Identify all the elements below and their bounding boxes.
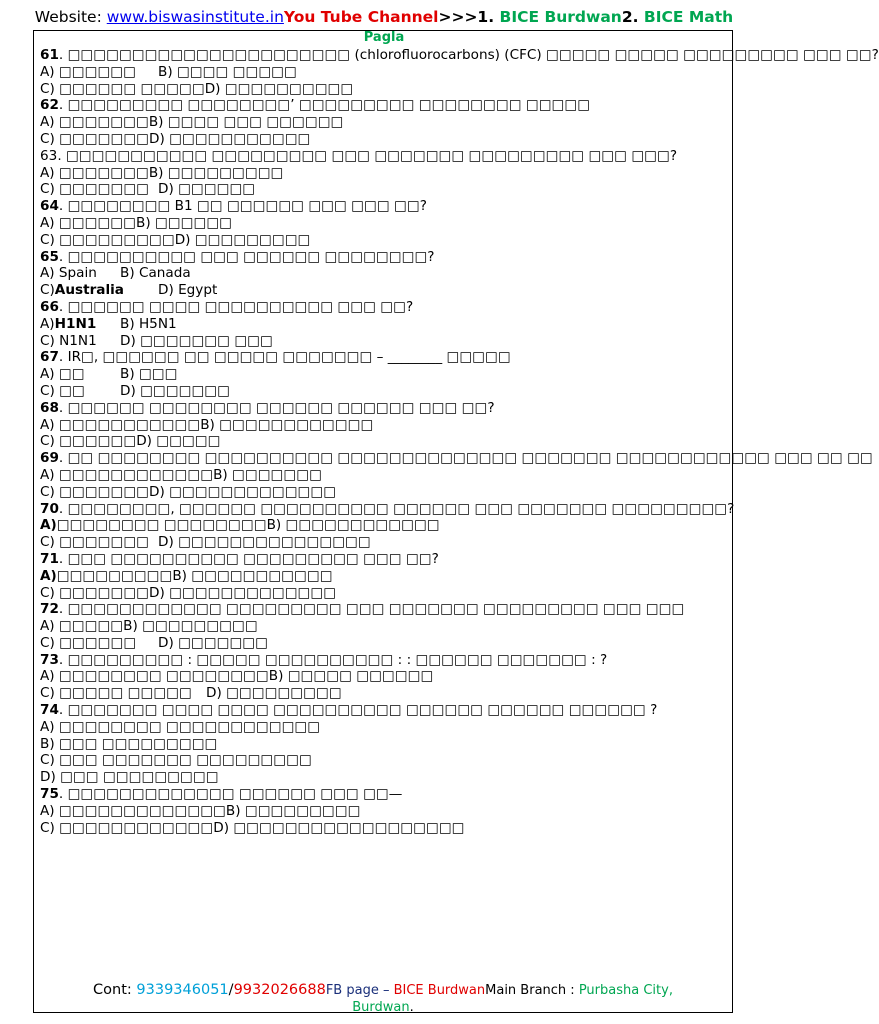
question-number: 66	[40, 298, 59, 315]
question-number: 73	[40, 651, 59, 668]
answer-option: D) □□□□□□□□□	[174, 231, 311, 248]
fb-label: FB page –	[325, 983, 394, 998]
question-number: 61	[40, 47, 59, 63]
answer-option: C) □□□□□□□□□	[40, 231, 175, 248]
option-row	[40, 769, 730, 786]
answer-option: A) □□□□□□	[40, 214, 136, 231]
website-label: Website:	[34, 8, 107, 26]
answer-option: B) □□□□□ □□□□□□	[268, 668, 434, 685]
question-62	[40, 97, 730, 114]
option-row	[40, 181, 730, 198]
question-67	[40, 349, 730, 366]
answer-option: B) □□□	[120, 366, 178, 383]
question-68	[40, 400, 730, 417]
answer-option: B) □□□ □□□□□□□□□	[40, 735, 218, 752]
question-61	[40, 47, 879, 64]
answer-option: D) □□□□□	[136, 433, 221, 450]
answer-option	[40, 517, 267, 534]
option-row	[40, 803, 730, 820]
question-74	[40, 702, 730, 719]
answer-option: A) Spain	[40, 265, 97, 282]
answer-option: B) H5N1	[120, 315, 177, 332]
channel-2: BICE Math	[643, 8, 734, 26]
option-row	[40, 232, 730, 249]
answer-option	[40, 568, 172, 585]
question-66	[40, 299, 730, 316]
question-text: . □□□□□□□□□ : □□□□□ □□□□□□□□□□ : : □□□□□□ □□□□□□□ : ?	[58, 651, 608, 668]
option-text: □□□□□□□□ □□□□□□□□	[56, 517, 267, 534]
branch-label: Main Branch :	[485, 983, 579, 998]
question-72	[40, 601, 730, 618]
answer-option: C) □□□ □□□□□□□ □□□□□□□□□	[40, 752, 312, 769]
answer-option: D) □□□□□□□□□□□□□	[149, 584, 337, 601]
answer-option: C) □□□□□□	[40, 634, 137, 651]
header-arrows: >>>1.	[438, 8, 500, 26]
answer-option: C) □□□□□□	[40, 433, 137, 450]
question-69	[40, 450, 873, 467]
option-row	[40, 433, 730, 450]
question-text: . □□□□□□ □□□□□□□□ □□□□□□ □□□□□□ □□□ □□?	[58, 399, 495, 416]
answer-option: C) □□□□□□ □□□□□	[40, 80, 205, 97]
answer-option: C) □□□□□□□□□□□□	[40, 819, 214, 836]
answer-option: A) □□□□□□□□ □□□□□□□□□□□□	[40, 718, 321, 735]
question-text: . □□□□□□□□□□□ □□□□□□□□□ □□□ □□□□□□□ □□□□□□□□□ □□□ □□□?	[57, 147, 678, 164]
answer-option: B) □□□□□□□□□	[123, 618, 258, 635]
answer-option: D) □□□□□□□□□□□□□□□□□□	[213, 819, 465, 836]
answer-option: C) □□	[40, 382, 85, 399]
question-73	[40, 652, 730, 669]
question-list	[40, 47, 879, 836]
header-sep: 2.	[621, 8, 644, 26]
option-letter: C)	[40, 282, 55, 299]
question-number: 65	[40, 248, 59, 265]
answer-option: B) □□□□□□□□□	[148, 164, 284, 181]
branch-address-2: Burdwan	[352, 1000, 410, 1015]
question-63	[40, 148, 730, 165]
question-number: 67	[40, 349, 59, 366]
answer-option: C) □□□□□□□	[40, 483, 150, 500]
question-number: 72	[40, 601, 59, 618]
answer-option: B) □□□□□□□	[213, 466, 322, 483]
option-row	[40, 752, 730, 769]
channel-1: BICE Burdwan	[499, 8, 622, 26]
answer-option	[40, 282, 158, 299]
question-71	[40, 551, 730, 568]
phone-1: 9339346051	[136, 982, 229, 998]
question-number: 74	[40, 702, 59, 719]
question-75	[40, 786, 730, 803]
option-letter: A)	[40, 315, 55, 332]
option-text-bold: Australia	[54, 282, 124, 299]
answer-option: B) □□□□□□□□□	[225, 802, 361, 819]
question-text: . □□□□□□□□□□□□□□□□□□□□□□ (chlorofluorocarbons) (CFC) □□□□□ □□□□□ □□□□□□□□□ □□□ □□?	[58, 47, 879, 63]
option-row	[40, 736, 730, 753]
website-link[interactable]: www.biswasinstitute.in	[106, 8, 284, 26]
answer-option: A) □□□□□□□□□□□□□	[40, 802, 226, 819]
page-footer	[33, 982, 733, 1016]
option-row	[40, 484, 730, 501]
option-row	[40, 568, 730, 585]
answer-option: C) □□□□□□□	[40, 181, 150, 198]
option-row	[40, 114, 730, 131]
question-text: . □□□□□□□□□□□□ □□□□□□□□□ □□□ □□□□□□□ □□□□□□□□□ □□□ □□□	[58, 601, 685, 618]
answer-option: B) □□□□ □□□ □□□□□□	[148, 114, 344, 131]
phone-2: 9932026688	[233, 982, 326, 998]
phone-sep: /	[228, 982, 234, 998]
answer-option: C) □□□□□□□	[40, 130, 150, 147]
answer-option: A) □□□□□	[40, 618, 124, 635]
question-text: . □□□□□□□□ B1 □□ □□□□□□ □□□ □□□ □□?	[58, 198, 427, 215]
answer-option: D) □□□ □□□□□□□□□	[40, 769, 219, 786]
footer-dot: .	[409, 1000, 414, 1015]
answer-option: B) Canada	[120, 265, 191, 282]
answer-option: A) □□□□□□□□□□□□	[40, 466, 214, 483]
question-text: . □□□□□□□□□ □□□□□□□□’ □□□□□□□□□ □□□□□□□□ □□□□□	[58, 97, 591, 114]
option-row	[40, 534, 730, 551]
answer-option: A) □□	[40, 366, 85, 383]
question-number: 68	[40, 399, 59, 416]
channel-2-cont: Pagla	[363, 30, 405, 45]
answer-option: D) □□□□□□□□□□□	[149, 130, 311, 147]
question-number: 70	[40, 500, 59, 517]
option-row	[40, 282, 730, 299]
answer-option: B) □□□□□□□□□□□□	[266, 517, 440, 534]
option-row	[40, 64, 730, 81]
answer-option: A) □□□□□□□	[40, 114, 149, 131]
question-64	[40, 198, 730, 215]
answer-option: D) □□□□□□□□□□□□□	[149, 483, 337, 500]
branch-address: Purbasha City,	[578, 983, 673, 998]
question-70	[40, 500, 735, 518]
option-row	[40, 668, 730, 685]
question-number: 71	[40, 550, 59, 567]
answer-option: C) □□□□□□□	[40, 584, 150, 601]
answer-option: A) □□□□□□	[40, 63, 136, 80]
option-letter: A)	[40, 567, 57, 584]
option-row	[40, 585, 730, 602]
option-row	[40, 215, 730, 232]
option-row	[40, 131, 730, 148]
fb-name: BICE Burdwan	[393, 983, 486, 998]
answer-option: D) □□□□□□□□□□	[204, 80, 354, 97]
question-number: 75	[40, 786, 59, 803]
question-text: . □□ □□□□□□□□ □□□□□□□□□□ □□□□□□□□□□□□□□ □□□□□□□ □□□□□□□□□□□□ □□□ □□ □□	[58, 450, 873, 467]
option-row	[40, 316, 730, 333]
option-row	[40, 333, 730, 350]
option-row	[40, 719, 730, 736]
answer-option: A) □□□□□□□	[40, 164, 149, 181]
question-number: 64	[40, 198, 59, 215]
answer-option: B) □□□□ □□□□□	[158, 63, 297, 80]
option-row	[40, 685, 730, 702]
answer-option: D) □□□□□□□□□□□□□□□	[158, 534, 371, 551]
question-text: . □□□□□□ □□□□ □□□□□□□□□□ □□□ □□?	[58, 298, 414, 315]
question-text: . □□□□□□□ □□□□ □□□□ □□□□□□□□□□ □□□□□□ □□□□□□ □□□□□□ ?	[58, 702, 658, 719]
answer-option: D) □□□□□□	[158, 181, 256, 198]
answer-option: D) □□□□□□□	[120, 382, 230, 399]
youtube-label: You Tube Channel	[283, 8, 439, 26]
answer-option: B) □□□□□□	[136, 214, 233, 231]
answer-option: C) N1N1	[40, 332, 97, 349]
answer-option: A) □□□□□□□□ □□□□□□□□	[40, 668, 269, 685]
option-row	[40, 81, 730, 98]
question-number: 63	[40, 147, 58, 164]
answer-option: A) □□□□□□□□□□□	[40, 416, 201, 433]
option-row	[40, 618, 730, 635]
option-row	[40, 467, 730, 484]
answer-option: D) Egypt	[158, 282, 218, 299]
option-row	[40, 265, 730, 282]
question-text: . □□□ □□□□□□□□□□ □□□□□□□□□ □□□ □□?	[58, 550, 439, 567]
contact-label: Cont:	[93, 982, 137, 998]
option-row	[40, 820, 730, 837]
answer-option: C) □□□□□ □□□□□	[40, 685, 192, 702]
option-row	[40, 635, 730, 652]
answer-option: D) □□□□□□□	[158, 634, 268, 651]
question-text: . □□□□□□□□□□ □□□ □□□□□□ □□□□□□□□?	[58, 248, 435, 265]
question-65	[40, 249, 730, 266]
option-text: □□□□□□□□□	[56, 567, 173, 584]
option-letter: A)	[40, 517, 57, 534]
option-row	[40, 366, 730, 383]
option-row	[40, 383, 730, 400]
question-number: 62	[40, 97, 59, 114]
option-row	[40, 417, 730, 434]
answer-option: B) □□□□□□□□□□□□	[200, 416, 374, 433]
question-text: . IR□, □□□□□□ □□ □□□□□ □□□□□□□ – ________ □□□□□	[58, 349, 511, 366]
question-text: . □□□□□□□□, □□□□□□ □□□□□□□□□□ □□□□□□ □□□ □□□□□□□ □□□□□□□□□?	[58, 500, 735, 517]
answer-option	[40, 316, 120, 333]
question-number: 69	[40, 450, 59, 467]
answer-option: C) □□□□□□□	[40, 534, 150, 551]
answer-option: D) □□□□□□□ □□□	[120, 332, 273, 349]
answer-option: D) □□□□□□□□□	[206, 685, 342, 702]
option-row	[40, 165, 730, 182]
question-text: . □□□□□□□□□□□□□ □□□□□□ □□□ □□—	[58, 786, 403, 803]
option-row	[40, 517, 730, 534]
option-text-bold: H1N1	[54, 315, 97, 332]
answer-option: B) □□□□□□□□□□□	[172, 567, 333, 584]
